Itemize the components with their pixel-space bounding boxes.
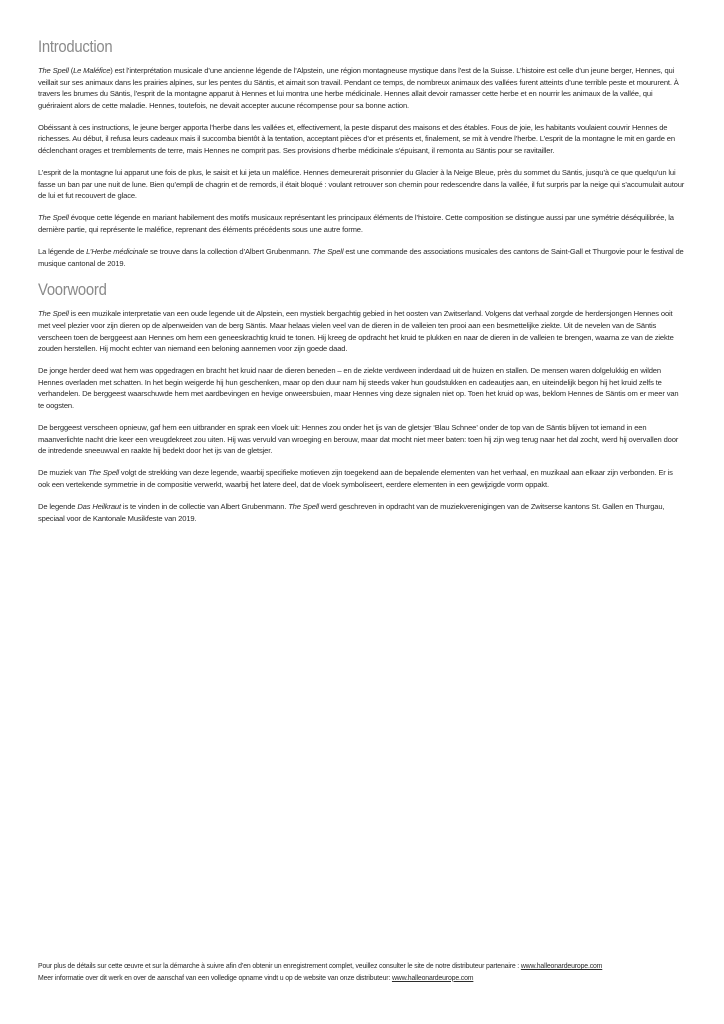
work-title: The Spell xyxy=(38,309,69,319)
paragraph: The Spell (Le Maléfice) est l’interprétation musicale d’une ancienne légende de l’Alpstein, une région montagneuse mystique dans l’est de la Suisse. L’histoire est celle d’un jeune berger, Hennes, qui veillait sur ses animaux dans les prairies alpines, sur les pentes du Säntis, et aimait son travail. Pendant ce temps, de nombreux animaux des vallées furent atteints d’une terrible peste et moururent. À travers les brumes du Säntis, l’esprit de la montagne apparut à Hennes et lui montra une herbe médicinale. Hennes allait devoir ramasser cette herbe et en nourrir les animaux de la vallée, qui guériraient alors de cette maladie. Hennes, toutefois, ne devait accepter aucune récompense pour sa bonne action. xyxy=(38,66,679,110)
paragraph: The Spell évoque cette légende en mariant habilement des motifs musicaux représentant les principaux éléments de l’histoire. Cette composition se distingue aussi par une symétrie déséquilibrée, la dernière partie, qui représente le maléfice, reprenant des éléments précédents sous une autre forme. xyxy=(38,213,674,235)
paragraph: La légende de L’Herbe médicinale se trouve dans la collection d’Albert Grubenmann. The Spell est une commande des associations musicales des cantons de Saint-Gall et Thurgovie pour le festival de musique cantonal de 2019. xyxy=(38,247,684,268)
work-title: The Spell xyxy=(88,468,119,478)
introduction-section xyxy=(38,38,686,269)
distributor-link-nl[interactable]: www.halleonardeurope.com xyxy=(391,974,474,982)
voorwoord-section xyxy=(38,281,686,524)
paragraph: De legende Das Heilkraut is te vinden in de collectie van Albert Grubenmann. The Spell werd geschreven in opdracht van de muziekverenigingen van de Zwitserse kantons St. Gallen en Thurgau, speciaal voor de Kantonale Musikfeste van 2019. xyxy=(38,502,665,523)
paragraph: De muziek van The Spell volgt de strekking van deze legende, waarbij specifieke motieven zijn toegekend aan de bepalende elementen van het verhaal, en muzikaal aan elkaar zijn verbonden. Er is ook een vertekende symmetrie in de compositie verwerkt, waarbij het latere deel, dat de vloek symboliseert, eerdere elementen in een gewijzigde vorm oppakt. xyxy=(38,468,673,489)
section-title-voorwoord: Voorwoord xyxy=(38,281,107,300)
paragraph: The Spell is een muzikale interpretatie van een oude legende uit de Alpstein, een mystiek bergachtig gebied in het oosten van Zwitserland. Volgens dat verhaal zorgde de herdersjongen Hennes ooit met veel plezier voor zijn dieren op de alpenweiden van de berg Säntis. Maar helaas vielen veel van de dieren in de valleien ten prooi aan een besmettelijke ziekte. Uit de nevelen van de Säntis verscheen toen de berggeest aan Hennes om hem een geneeskrachtig kruid te tonen. Hij kreeg de opdracht het kruid te plukken en naar de dieren in de valleien te brengen, waarna ze van de ziekte zouden herstellen. Hij mocht echter van niemand een beloning aannemen voor zijn goede daad. xyxy=(38,309,674,354)
work-title: The Spell xyxy=(38,66,69,75)
footer-line-nl: Meer informatie over dit werk en over de aanschaf van een volledige opname vindt u op de website van onze distributeur: www.halleonardeurope.com xyxy=(38,974,474,982)
paragraph: Obéissant à ces instructions, le jeune berger apporta l’herbe dans les vallées et, effectivement, la peste disparut des maisons et des étables. Fous de joie, les habitants voulaient couvrir Hennes de richesses. Au début, il refusa leurs cadeaux mais il succomba bientôt à la tentation, acceptant pièces d’or et présents et, finalement, se mit à vendre l’herbe. L’esprit de la montagne le mit en garde en déclenchant orages et tremblements de terre, mais Hennes ne comprit pas. Ses provisions d’herbe médicinale s’épuisant, il remonta au Säntis pour se ravitailler. xyxy=(38,122,675,156)
footer xyxy=(38,961,688,984)
footer-line-fr: Pour plus de détails sur cette œuvre et sur la démarche à suivre afin d’en obtenir un enregistrement complet, veuillez consulter le site de notre distributeur partenaire : www.halleonardeurope.com xyxy=(38,963,603,970)
document-page xyxy=(38,38,686,536)
legend-title: L’Herbe médicinale xyxy=(86,247,149,257)
section-title-introduction: Introduction xyxy=(38,38,113,56)
paragraph: L’esprit de la montagne lui apparut une fois de plus, le saisit et lui jeta un maléfice. Hennes demeurerait prisonnier du Glacier à la Neige Bleue, près du sommet du Säntis, jusqu’à ce que quelqu’un lui fasse un ban par une nuit de lune. Bien qu’empli de chagrin et de remords, il était bloqué : voulant retrouver son chemin pour redescendre dans la vallée, il fut surpris par la neige qui s’accumulait autour de lui et fut recouvert de glace. xyxy=(38,168,685,201)
work-title: The Spell xyxy=(38,213,69,223)
work-title: The Spell xyxy=(312,247,344,257)
distributor-link-fr[interactable]: www.halleonardeurope.com xyxy=(520,963,603,970)
paragraph: De berggeest verscheen opnieuw, gaf hem een uitbrander en sprak een vloek uit: Hennes zou onder het ijs van de gletsjer ‘Blau Schnee’ onder de top van de Säntis blijven tot iemand in een maanverlichte nacht drie keer een vreugdekreet zou uiten. Hij was vervuld van wroeging en berouw, maar dat mocht niet meer baten: toen hij zijn weg terug naar het dal zocht, werd hij overvallen door de intredende sneeuwval en raakte hij bedekt door het ijs van de gletsjer. xyxy=(38,423,679,456)
legend-title: Das Heilkraut xyxy=(77,502,121,512)
paragraph: De jonge herder deed wat hem was opgedragen en bracht het kruid naar de dieren beneden – en de ziekte verdween inderdaad uit de huizen en stallen. De mensen waren dolgelukkig en wilden Hennes overladen met schatten. In het begin weigerde hij hun geschenken, maar op den duur nam hij steeds vaker hun goudstukken en cadeautjes aan, en uiteindelijk begon hij het kruid zelfs te verhandelen. De berggeest waarschuwde hem met aardbevingen en hevige onweersbuien, maar Hennes ving deze signalen niet op. Toen het kruid op was, beklom Hennes de Säntis om er meer van te oogsten. xyxy=(38,366,679,410)
work-subtitle: Le Maléfice xyxy=(73,66,111,75)
work-title: The Spell xyxy=(288,502,319,512)
